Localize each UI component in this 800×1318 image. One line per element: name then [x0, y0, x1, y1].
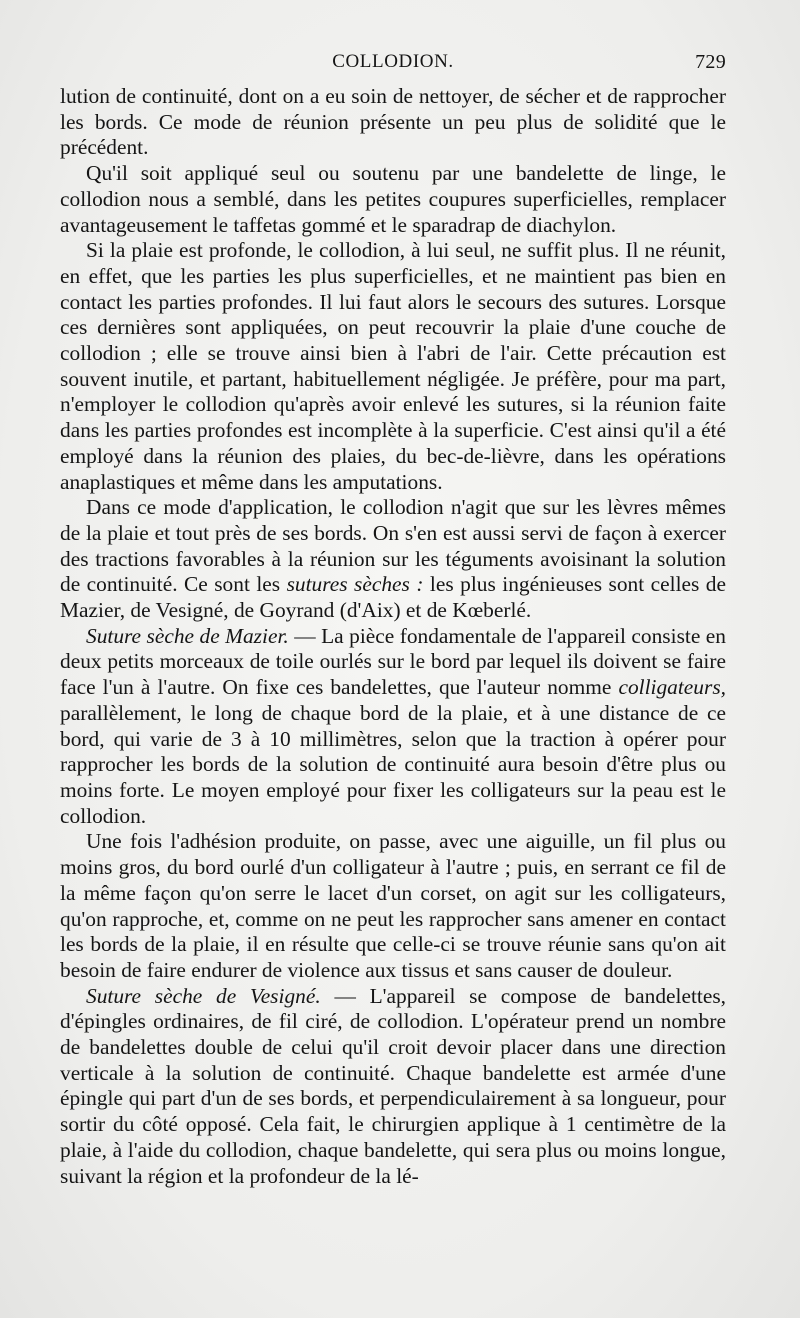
page-header [60, 48, 726, 76]
section-heading-mazier: Suture sèche de Mazier. [86, 623, 289, 648]
paragraph-text: les plus ingénieuses sont celles de Mazier, de Vesigné, de Goyrand (d'Aix) et de Kœberlé. [60, 572, 726, 623]
paragraph-text: Qu'il soit appliqué seul ou soutenu par une bandelette de linge, le collodion nous a semblé, dans les petites coupures superficielles, remplacer avantageusement le taffetas gommé et le sparadrap de diachylon. [60, 161, 726, 237]
paragraph [60, 624, 726, 830]
paragraph-text: lution de continuité, dont on a eu soin de nettoyer, de sécher et de rapprocher les bords. Ce mode de réunion présente un peu plus de solidité que le précédent. [60, 84, 726, 160]
paragraph [60, 238, 726, 495]
body-text [60, 84, 726, 1189]
paragraph-text: Une fois l'adhésion produite, on passe, avec une aiguille, un fil plus ou moins gros, du bord ourlé d'un colligateur à l'autre ; puis, en serrant ce fil de la même façon qu'on serre le lacet d'un corset, on agit sur les colligateurs, qu'on rapproche, et, comme on ne peut les rapprocher sans amener en contact les bords de la plaie, il en résulte que celle-ci se trouve réunie sans qu'on ait besoin de faire endurer de violence aux tissus et sans causer de douleur. [60, 829, 726, 982]
paragraph [60, 984, 726, 1190]
paragraph-text: — L'appareil se compose de bandelettes, d'épingles ordinaires, de fil ciré, de collodion. L'opérateur prend un nombre de bandelettes double de celui qu'il croit devoir placer dans une direction verticale à la solution de continuité. Chaque bandelette est armée d'une épingle qui part d'un de ses bords, et perpendiculairement à sa longueur, pour sortir du côté opposé. Cela fait, le chirurgien applique à 1 centimètre de la plaie, à l'aide du collodion, chaque bandelette, qui sera plus ou moins longue, suivant la région et la profondeur de la lé- [60, 983, 726, 1188]
italic-term-colligateurs: colligateurs, [618, 675, 726, 700]
paragraph-continued [60, 84, 726, 161]
paragraph-text: Si la plaie est profonde, le collodion, à lui seul, ne suffit plus. Il ne réunit, en effet, que les parties les plus superficielles, et ne maintient pas bien en contact les parties profondes. Il lui faut alors le secours des sutures. Lorsque ces dernières sont appliquées, on peut recouvrir la plaie d'une couche de collodion ; elle se trouve ainsi bien à l'abri de l'air. Cette précaution est souvent inutile, et partant, habituellement négligée. Je préfère, pour ma part, n'employer le collodion qu'après avoir enlevé les sutures, si la réunion faite dans les parties profondes est incomplète à la superficie. C'est ainsi qu'il a été employé dans la réunion des plaies, du bec-de-lièvre, dans les opérations anaplastiques et même dans les amputations. [60, 238, 726, 494]
paragraph [60, 495, 726, 624]
italic-term-sutures-seches: sutures sèches : [286, 572, 424, 597]
section-heading-vesigne: Suture sèche de Vesigné. [86, 983, 321, 1008]
paragraph-text: Dans ce mode d'application, le collodion n'agit que sur les lèvres mêmes de la plaie et tout près de ses bords. On s'en est aussi servi de façon à exercer des tractions favorables à la réunion sur les téguments avoisinant la solution de continuité. Ce sont les [60, 495, 726, 597]
running-title: COLLODION. [332, 51, 454, 72]
paragraph-text: — La pièce fondamentale de l'appareil consiste en deux petits morceaux de toile ourlés sur le bord par lequel ils doivent se faire face l'un à l'autre. On fixe ces bandelettes, que l'auteur nomme [60, 623, 726, 700]
paragraph [60, 829, 726, 983]
paragraph-text: parallèlement, le long de chaque bord de la plaie, et à une distance de ce bord, qui varie de 3 à 10 millimètres, selon que la traction à opérer pour rapprocher les bords de la solution de continuité aura besoin d'être plus ou moins forte. Le moyen employé pour fixer les colligateurs sur la peau est le collodion. [60, 700, 726, 828]
paragraph [60, 161, 726, 238]
page-number: 729 [695, 51, 726, 73]
